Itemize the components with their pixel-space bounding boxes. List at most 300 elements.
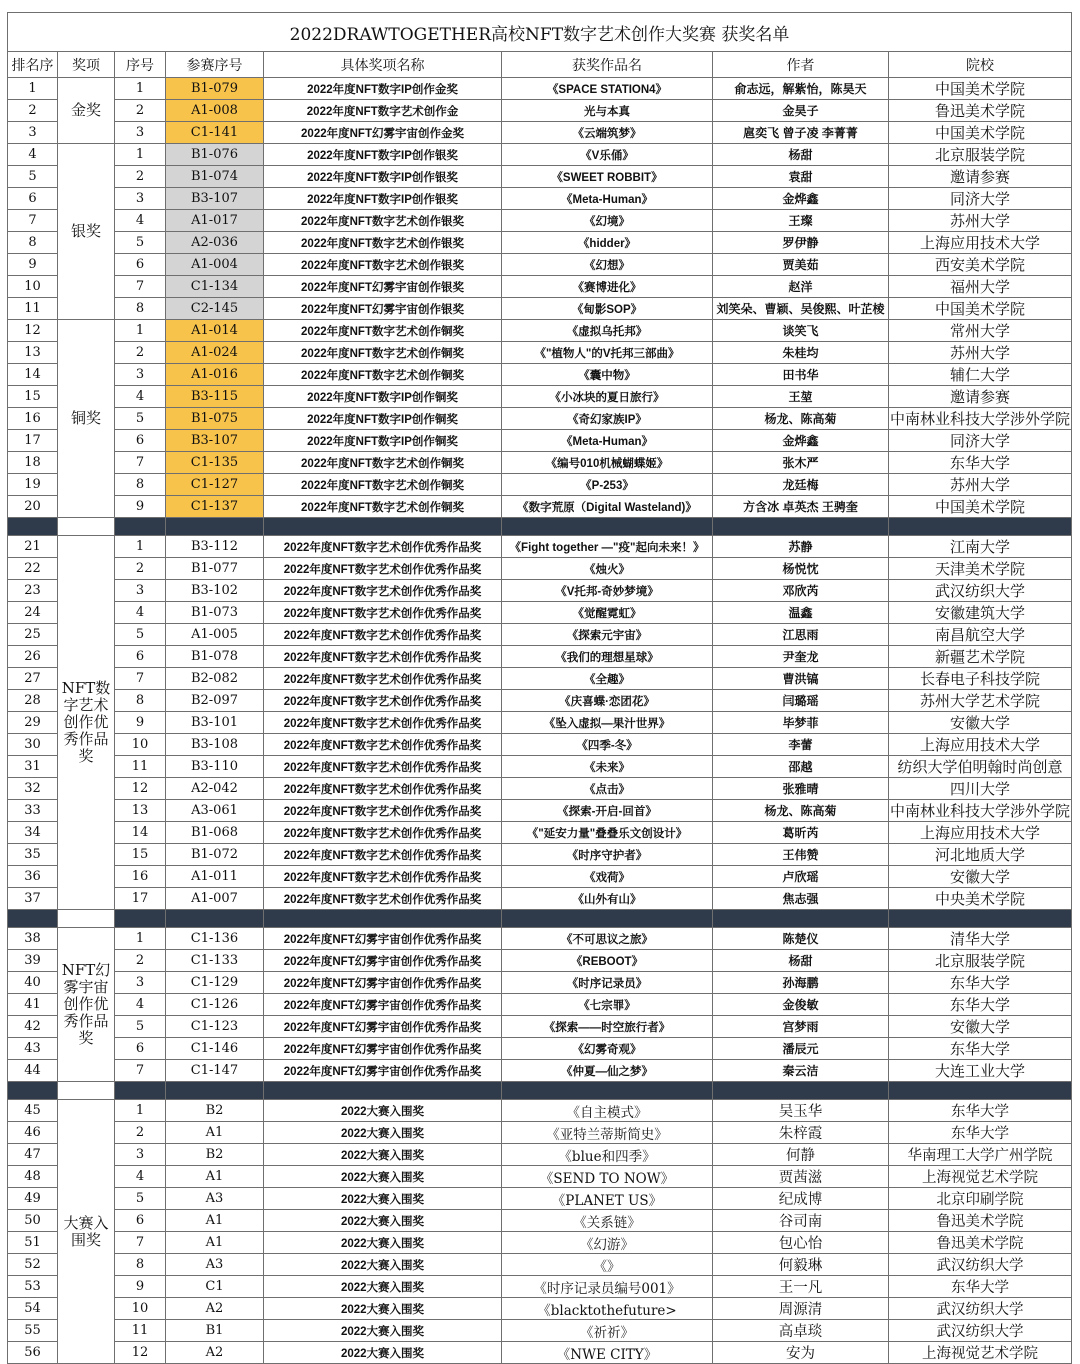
rank-cell: 19: [8, 474, 58, 496]
table-row: [8, 972, 1072, 994]
rank-cell: 40: [8, 972, 58, 994]
work-title-cell: 《亚特兰蒂斯简史》: [502, 1122, 713, 1144]
entry-code-cell: A1: [166, 1122, 264, 1144]
rank-cell: 23: [8, 580, 58, 602]
table-row: [8, 602, 1072, 624]
author-cell: 王伟赞: [713, 844, 889, 866]
seq-cell: 2: [115, 558, 166, 580]
table-row: [8, 1298, 1072, 1320]
work-title-cell: 《全趣》: [502, 668, 713, 690]
work-title-cell: 《未来》: [502, 756, 713, 778]
entry-code-cell: B1-074: [166, 166, 264, 188]
award-name-cell: 2022年度NFT数字艺术创作铜奖: [264, 474, 502, 496]
work-title-cell: 《REBOOT》: [502, 950, 713, 972]
rank-cell: 4: [8, 144, 58, 166]
work-title-cell: 《时序守护者》: [502, 844, 713, 866]
school-cell: 河北地质大学: [889, 844, 1072, 866]
award-name-cell: 2022年度NFT数字艺术创作优秀作品奖: [264, 602, 502, 624]
rank-cell: 5: [8, 166, 58, 188]
header-school: 院校: [889, 52, 1072, 78]
rank-cell: 51: [8, 1232, 58, 1254]
school-cell: 辅仁大学: [889, 364, 1072, 386]
school-cell: 东华大学: [889, 1122, 1072, 1144]
table-row: [8, 1254, 1072, 1276]
work-title-cell: 《甸影SOP》: [502, 298, 713, 320]
divider-cell: [713, 518, 889, 536]
table-row: [8, 928, 1072, 950]
rank-cell: 29: [8, 712, 58, 734]
entry-code-cell: A3: [166, 1254, 264, 1276]
entry-code-cell: C1-146: [166, 1038, 264, 1060]
school-cell: 武汉纺织大学: [889, 1298, 1072, 1320]
school-cell: 中央美术学院: [889, 888, 1072, 910]
rank-cell: 14: [8, 364, 58, 386]
seq-cell: 5: [115, 1188, 166, 1210]
rank-cell: 52: [8, 1254, 58, 1276]
award-name-cell: 2022年度NFT数字艺术创作铜奖: [264, 320, 502, 342]
seq-cell: 14: [115, 822, 166, 844]
work-title-cell: 《SEND TO NOW》: [502, 1166, 713, 1188]
divider-cell: [58, 518, 115, 536]
rank-cell: 49: [8, 1188, 58, 1210]
author-cell: 谷司南: [713, 1210, 889, 1232]
author-cell: 纪成博: [713, 1188, 889, 1210]
author-cell: 金昊子: [713, 100, 889, 122]
entry-code-cell: B2-097: [166, 690, 264, 712]
award-name-cell: 2022年度NFT幻雾宇宙创作优秀作品奖: [264, 1038, 502, 1060]
school-cell: 安徽建筑大学: [889, 602, 1072, 624]
school-cell: 苏州大学: [889, 474, 1072, 496]
header-award-name: 具体奖项名称: [264, 52, 502, 78]
school-cell: 安徽大学: [889, 866, 1072, 888]
award-table: [7, 12, 1072, 1364]
entry-code-cell: A1-004: [166, 254, 264, 276]
seq-cell: 13: [115, 800, 166, 822]
entry-code-cell: C1-127: [166, 474, 264, 496]
table-row: [8, 474, 1072, 496]
divider-cell: [58, 1082, 115, 1100]
entry-code-cell: B1: [166, 1320, 264, 1342]
table-row: [8, 1038, 1072, 1060]
work-title-cell: 《hidder》: [502, 232, 713, 254]
award-name-cell: 2022年度NFT数字IP创作银奖: [264, 188, 502, 210]
award-name-cell: 2022大赛入围奖: [264, 1122, 502, 1144]
seq-cell: 11: [115, 756, 166, 778]
table-row: [8, 342, 1072, 364]
rank-cell: 56: [8, 1342, 58, 1364]
author-cell: 刘笑朵、曹颖、吴俊熙、叶芷棱: [713, 298, 889, 320]
seq-cell: 7: [115, 1060, 166, 1082]
rank-cell: 20: [8, 496, 58, 518]
work-title-cell: 《山外有山》: [502, 888, 713, 910]
work-title-cell: 《blue和四季》: [502, 1144, 713, 1166]
seq-cell: 3: [115, 364, 166, 386]
work-title-cell: 《幻雾奇观》: [502, 1038, 713, 1060]
work-title-cell: 《点击》: [502, 778, 713, 800]
seq-cell: 10: [115, 1298, 166, 1320]
seq-cell: 8: [115, 1254, 166, 1276]
divider-cell: [115, 518, 166, 536]
author-cell: 陈楚仪: [713, 928, 889, 950]
author-cell: 金俊敏: [713, 994, 889, 1016]
award-name-cell: 2022年度NFT数字艺术创作优秀作品奖: [264, 822, 502, 844]
seq-cell: 17: [115, 888, 166, 910]
table-row: [8, 320, 1072, 342]
header-entry-code: 参赛序号: [166, 52, 264, 78]
rank-cell: 44: [8, 1060, 58, 1082]
award-name-cell: 2022年度NFT幻雾宇宙创作优秀作品奖: [264, 972, 502, 994]
work-title-cell: 《"延安力量"叠叠乐文创设计》: [502, 822, 713, 844]
table-row: [8, 778, 1072, 800]
table-row: [8, 496, 1072, 518]
entry-code-cell: A1-005: [166, 624, 264, 646]
entry-code-cell: B1-076: [166, 144, 264, 166]
divider-cell: [166, 518, 264, 536]
seq-cell: 6: [115, 1210, 166, 1232]
seq-cell: 11: [115, 1320, 166, 1342]
entry-code-cell: A3: [166, 1188, 264, 1210]
rank-cell: 46: [8, 1122, 58, 1144]
award-name-cell: 2022年度NFT幻雾宇宙创作银奖: [264, 298, 502, 320]
seq-cell: 1: [115, 928, 166, 950]
author-cell: 田书华: [713, 364, 889, 386]
award-name-cell: 2022年度NFT数字艺术创作铜奖: [264, 342, 502, 364]
table-row: [8, 1100, 1072, 1122]
school-cell: 中南林业科技大学涉外学院: [889, 408, 1072, 430]
rank-cell: 13: [8, 342, 58, 364]
rank-cell: 43: [8, 1038, 58, 1060]
author-cell: 朱梓霞: [713, 1122, 889, 1144]
table-row: [8, 866, 1072, 888]
school-cell: 武汉纺织大学: [889, 580, 1072, 602]
award-name-cell: 2022年度NFT数字艺术创作优秀作品奖: [264, 756, 502, 778]
entry-code-cell: B1-077: [166, 558, 264, 580]
table-row: [8, 1016, 1072, 1038]
school-cell: 武汉纺织大学: [889, 1320, 1072, 1342]
divider-cell: [264, 910, 502, 928]
rank-cell: 30: [8, 734, 58, 756]
school-cell: 常州大学: [889, 320, 1072, 342]
author-cell: 吴玉华: [713, 1100, 889, 1122]
table-row: [8, 822, 1072, 844]
author-cell: 朱桂均: [713, 342, 889, 364]
author-cell: 杨龙、陈高菊: [713, 800, 889, 822]
author-cell: 邓欣芮: [713, 580, 889, 602]
work-title-cell: 《blacktothefuture>: [502, 1298, 713, 1320]
seq-cell: 1: [115, 78, 166, 100]
seq-cell: 16: [115, 866, 166, 888]
divider-cell: [713, 910, 889, 928]
author-cell: 张木严: [713, 452, 889, 474]
table-row: [8, 430, 1072, 452]
divider-cell: [166, 1082, 264, 1100]
school-cell: 纺织大学伯明翰时尚创意: [889, 756, 1072, 778]
entry-code-cell: C1-135: [166, 452, 264, 474]
award-name-cell: 2022年度NFT数字IP创作铜奖: [264, 408, 502, 430]
award-name-cell: 2022大赛入围奖: [264, 1320, 502, 1342]
rank-cell: 36: [8, 866, 58, 888]
entry-code-cell: C1-133: [166, 950, 264, 972]
work-title-cell: 《赛博进化》: [502, 276, 713, 298]
seq-cell: 3: [115, 188, 166, 210]
rank-cell: 47: [8, 1144, 58, 1166]
seq-cell: 5: [115, 624, 166, 646]
school-cell: 北京服装学院: [889, 950, 1072, 972]
entry-code-cell: A1-008: [166, 100, 264, 122]
table-row: [8, 1122, 1072, 1144]
award-name-cell: 2022年度NFT数字艺术创作铜奖: [264, 452, 502, 474]
work-title-cell: 《烛火》: [502, 558, 713, 580]
author-cell: 曹洪镐: [713, 668, 889, 690]
author-cell: 张雅晴: [713, 778, 889, 800]
seq-cell: 7: [115, 276, 166, 298]
rank-cell: 41: [8, 994, 58, 1016]
work-title-cell: 《编号010机械蝴蝶姬》: [502, 452, 713, 474]
rank-cell: 3: [8, 122, 58, 144]
seq-cell: 3: [115, 1144, 166, 1166]
entry-code-cell: B2-082: [166, 668, 264, 690]
work-title-cell: 《P-253》: [502, 474, 713, 496]
table-row: [8, 844, 1072, 866]
work-title-cell: 《不可思议之旅》: [502, 928, 713, 950]
section-divider: [8, 1082, 1072, 1100]
divider-cell: [264, 1082, 502, 1100]
work-title-cell: 《PLANET US》: [502, 1188, 713, 1210]
award-name-cell: 2022年度NFT幻雾宇宙创作金奖: [264, 122, 502, 144]
rank-cell: 11: [8, 298, 58, 320]
entry-code-cell: A2: [166, 1298, 264, 1320]
seq-cell: 6: [115, 254, 166, 276]
award-name-cell: 2022大赛入围奖: [264, 1210, 502, 1232]
author-cell: 苏静: [713, 536, 889, 558]
school-cell: 东华大学: [889, 972, 1072, 994]
table-row: [8, 712, 1072, 734]
author-cell: 赵洋: [713, 276, 889, 298]
work-title-cell: 《SPACE STATION4》: [502, 78, 713, 100]
seq-cell: 6: [115, 1038, 166, 1060]
school-cell: 清华大学: [889, 928, 1072, 950]
divider-cell: [115, 910, 166, 928]
author-cell: 安为: [713, 1342, 889, 1364]
table-row: [8, 1342, 1072, 1364]
school-cell: 同济大学: [889, 430, 1072, 452]
rank-cell: 37: [8, 888, 58, 910]
author-cell: 尹奎龙: [713, 646, 889, 668]
entry-code-cell: A1-011: [166, 866, 264, 888]
school-cell: 上海应用技术大学: [889, 822, 1072, 844]
award-sheet: [7, 12, 1071, 1364]
entry-code-cell: B3-107: [166, 430, 264, 452]
category-cell: 银奖: [58, 144, 115, 320]
school-cell: 中南林业科技大学涉外学院: [889, 800, 1072, 822]
rank-cell: 8: [8, 232, 58, 254]
table-row: [8, 888, 1072, 910]
table-row: [8, 668, 1072, 690]
entry-code-cell: B1-075: [166, 408, 264, 430]
seq-cell: 4: [115, 994, 166, 1016]
table-row: [8, 646, 1072, 668]
author-cell: 王璨: [713, 210, 889, 232]
seq-cell: 2: [115, 166, 166, 188]
author-cell: 罗伊静: [713, 232, 889, 254]
seq-cell: 1: [115, 320, 166, 342]
author-cell: 方含冰 卓英杰 王骋奎: [713, 496, 889, 518]
table-row: [8, 452, 1072, 474]
rank-cell: 33: [8, 800, 58, 822]
rank-cell: 42: [8, 1016, 58, 1038]
table-row: [8, 298, 1072, 320]
work-title-cell: 《Fight together —"疫"起向未来！》: [502, 536, 713, 558]
award-name-cell: 2022年度NFT数字IP创作铜奖: [264, 430, 502, 452]
divider-cell: [8, 518, 58, 536]
school-cell: 江南大学: [889, 536, 1072, 558]
entry-code-cell: B3-107: [166, 188, 264, 210]
author-cell: 杨悦忱: [713, 558, 889, 580]
seq-cell: 5: [115, 232, 166, 254]
award-name-cell: 2022大赛入围奖: [264, 1254, 502, 1276]
school-cell: 北京印刷学院: [889, 1188, 1072, 1210]
entry-code-cell: C1-141: [166, 122, 264, 144]
author-cell: 温鑫: [713, 602, 889, 624]
divider-cell: [502, 1082, 713, 1100]
seq-cell: 7: [115, 668, 166, 690]
entry-code-cell: A3-061: [166, 800, 264, 822]
school-cell: 大连工业大学: [889, 1060, 1072, 1082]
entry-code-cell: A1-014: [166, 320, 264, 342]
work-title-cell: 《关系链》: [502, 1210, 713, 1232]
author-cell: 龙廷梅: [713, 474, 889, 496]
rank-cell: 28: [8, 690, 58, 712]
seq-cell: 1: [115, 536, 166, 558]
table-row: [8, 122, 1072, 144]
table-row: [8, 756, 1072, 778]
entry-code-cell: C1: [166, 1276, 264, 1298]
award-name-cell: 2022大赛入围奖: [264, 1100, 502, 1122]
entry-code-cell: C1-136: [166, 928, 264, 950]
rank-cell: 21: [8, 536, 58, 558]
work-title-cell: 《云端筑梦》: [502, 122, 713, 144]
school-cell: 上海应用技术大学: [889, 734, 1072, 756]
school-cell: 苏州大学艺术学院: [889, 690, 1072, 712]
author-cell: 王一凡: [713, 1276, 889, 1298]
table-row: [8, 386, 1072, 408]
header-seq: 序号: [115, 52, 166, 78]
table-row: [8, 364, 1072, 386]
work-title-cell: 《幻境》: [502, 210, 713, 232]
work-title-cell: 《祈祈》: [502, 1320, 713, 1342]
table-row: [8, 144, 1072, 166]
category-cell: 大赛入围奖: [58, 1100, 115, 1364]
school-cell: 中国美术学院: [889, 298, 1072, 320]
award-name-cell: 2022年度NFT数字艺术创作优秀作品奖: [264, 888, 502, 910]
table-row: [8, 232, 1072, 254]
divider-cell: [889, 1082, 1072, 1100]
author-cell: 江思雨: [713, 624, 889, 646]
author-cell: 周源清: [713, 1298, 889, 1320]
rank-cell: 9: [8, 254, 58, 276]
seq-cell: 2: [115, 342, 166, 364]
table-row: [8, 188, 1072, 210]
table-row: [8, 536, 1072, 558]
entry-code-cell: A1-016: [166, 364, 264, 386]
rank-cell: 16: [8, 408, 58, 430]
school-cell: 四川大学: [889, 778, 1072, 800]
author-cell: 闫璐瑶: [713, 690, 889, 712]
sheet-title: 2022DRAWTOGETHER高校NFT数字艺术创作大奖赛 获奖名单: [8, 13, 1072, 52]
rank-cell: 48: [8, 1166, 58, 1188]
work-title-cell: 《虚拟乌托邦》: [502, 320, 713, 342]
school-cell: 武汉纺织大学: [889, 1254, 1072, 1276]
work-title-cell: 《探索——时空旅行者》: [502, 1016, 713, 1038]
header-category: 奖项: [58, 52, 115, 78]
school-cell: 邀请参赛: [889, 386, 1072, 408]
author-cell: 高卓琰: [713, 1320, 889, 1342]
award-name-cell: 2022大赛入围奖: [264, 1298, 502, 1320]
section-divider: [8, 518, 1072, 536]
table-row: [8, 78, 1072, 100]
author-cell: 孙海鹏: [713, 972, 889, 994]
rank-cell: 24: [8, 602, 58, 624]
school-cell: 天津美术学院: [889, 558, 1072, 580]
category-cell: 铜奖: [58, 320, 115, 518]
author-cell: 潘辰元: [713, 1038, 889, 1060]
seq-cell: 3: [115, 580, 166, 602]
author-cell: 杨甜: [713, 950, 889, 972]
divider-cell: [502, 910, 713, 928]
author-cell: 谈笑飞: [713, 320, 889, 342]
entry-code-cell: B3-101: [166, 712, 264, 734]
work-title-cell: 《自主模式》: [502, 1100, 713, 1122]
work-title-cell: 《戏荷》: [502, 866, 713, 888]
author-cell: 贾茜滋: [713, 1166, 889, 1188]
award-name-cell: 2022年度NFT数字艺术创作优秀作品奖: [264, 646, 502, 668]
seq-cell: 2: [115, 1122, 166, 1144]
entry-code-cell: C1-129: [166, 972, 264, 994]
seq-cell: 1: [115, 144, 166, 166]
seq-cell: 4: [115, 210, 166, 232]
work-title-cell: 《奇幻家族IP》: [502, 408, 713, 430]
entry-code-cell: B1-078: [166, 646, 264, 668]
entry-code-cell: B2: [166, 1100, 264, 1122]
award-name-cell: 2022年度NFT数字艺术创作银奖: [264, 254, 502, 276]
award-name-cell: 2022年度NFT数字IP创作铜奖: [264, 386, 502, 408]
entry-code-cell: B2: [166, 1144, 264, 1166]
school-cell: 同济大学: [889, 188, 1072, 210]
rank-cell: 38: [8, 928, 58, 950]
table-row: [8, 580, 1072, 602]
divider-cell: [115, 1082, 166, 1100]
seq-cell: 8: [115, 690, 166, 712]
table-row: [8, 1210, 1072, 1232]
seq-cell: 3: [115, 972, 166, 994]
table-body: [8, 78, 1072, 1364]
school-cell: 中国美术学院: [889, 122, 1072, 144]
school-cell: 中国美术学院: [889, 78, 1072, 100]
author-cell: 葛昕芮: [713, 822, 889, 844]
entry-code-cell: B3-108: [166, 734, 264, 756]
rank-cell: 39: [8, 950, 58, 972]
work-title-cell: 《幻游》: [502, 1232, 713, 1254]
rank-cell: 34: [8, 822, 58, 844]
award-name-cell: 2022年度NFT数字IP创作金奖: [264, 78, 502, 100]
entry-code-cell: A2-036: [166, 232, 264, 254]
work-title-cell: 《V托邦-奇妙梦境》: [502, 580, 713, 602]
rank-cell: 55: [8, 1320, 58, 1342]
seq-cell: 4: [115, 602, 166, 624]
award-name-cell: 2022年度NFT数字艺术创作优秀作品奖: [264, 624, 502, 646]
author-cell: 贾美茹: [713, 254, 889, 276]
seq-cell: 15: [115, 844, 166, 866]
